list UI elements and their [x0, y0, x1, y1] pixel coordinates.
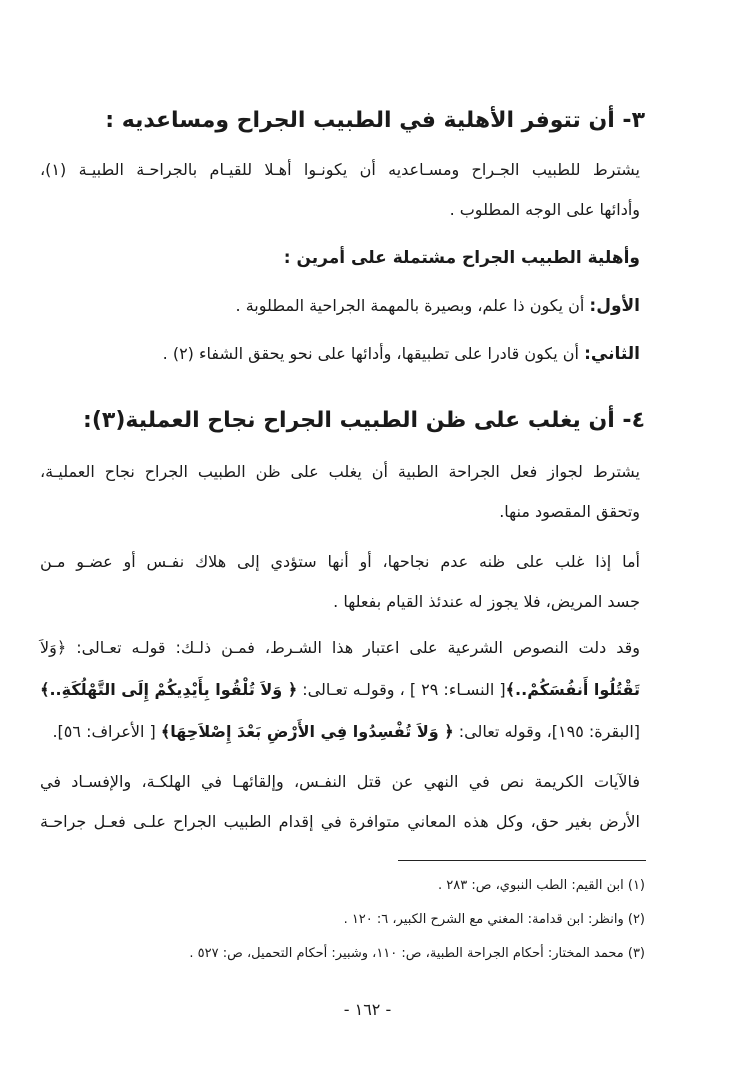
section-3-paragraph-1-line-2: وأدائها على الوجه المطلوب .	[449, 200, 640, 219]
second-condition	[163, 344, 640, 364]
section-4-paragraph-2-line-1: أما إذا غلب على ظنه عدم نجاحها، أو أنها ستؤدي إلى هلاك نفـس أو عضـو مـن	[40, 552, 640, 571]
section-4-paragraph-4-line-1: فالآيات الكريمة نص في النهي عن قتل النفـس، وإلقائهـا في الهلكـة، والإفسـاد في	[40, 772, 640, 791]
section-4-paragraph-3-line-3	[52, 722, 640, 741]
footnote-1: (١) ابن القيم: الطب النبوي، ص: ٢٨٣ .	[438, 878, 645, 893]
section-4-paragraph-2-line-2: جسد المريض، فلا يجوز له عندئذ القيام بفعلها .	[333, 592, 640, 611]
quran-verse-araf: ﴿ وَلاَ تُفْسِدُوا فِي الأَرْضِ بَعْدَ إِصْلاَحِهَا﴾	[160, 722, 454, 741]
section-3-heading: ٣- أن تتوفر الأهلية في الطبيب الجراح ومساعديه :	[105, 108, 645, 133]
section-4-paragraph-3-line-1: وقد دلت النصوص الشرعية على اعتبار هذا الشـرط، فمـن ذلـك: قولـه تعـالى: ﴿وَلاَ	[40, 638, 640, 657]
section-4-heading: ٤- أن يغلب على ظن الطبيب الجراح نجاح العملية(٣):	[83, 408, 645, 433]
second-condition-label: الثاني:	[584, 344, 640, 364]
verse-reference-text: [ النسـاء: ٢٩ ] ، وقولـه تعـالى:	[297, 680, 506, 699]
section-4-paragraph-3-line-2	[40, 680, 640, 699]
page-number: - ١٦٢ -	[343, 1000, 392, 1019]
second-condition-text: أن يكون قادرا على تطبيقها، وأدائها على نحو يحقق الشفاء (٢) .	[162, 344, 585, 363]
verse-reference-araf: [ الأعراف: ٥٦].	[52, 722, 161, 741]
section-4-paragraph-1-line-2: وتحقق المقصود منها.	[499, 502, 640, 521]
section-3-paragraph-2: وأهلية الطبيب الجراح مشتملة على أمرين :	[283, 248, 640, 268]
footnote-3: (٣) محمد المختار: أحكام الجراحة الطبية، ص: ١١٠، وشبير: أحكام التحميل، ص: ٥٢٧ .	[189, 946, 645, 961]
quran-verse-baqara: ﴿ وَلاَ تُلْقُوا بِأَيْدِيكُمْ إِلَى التَّهْلُكَةِ..﴾	[40, 680, 298, 699]
section-4-paragraph-1-line-1: يشترط لجواز فعل الجراحة الطبية أن يغلب على ظن الطبيب الجراح نجاح العمليـة،	[40, 462, 640, 481]
quran-verse-nisa: تَقْتُلُوا أَنفُسَكُمْ..﴾	[505, 680, 640, 699]
first-condition	[236, 296, 640, 316]
first-condition-text: أن يكون ذا علم، وبصيرة بالمهمة الجراحية المطلوبة .	[235, 296, 590, 315]
footnote-separator	[398, 860, 646, 861]
verse-reference-baqara: [البقرة: ١٩٥]، وقوله تعالى:	[453, 722, 640, 741]
section-4-paragraph-4-line-2: الأرض بغير حق، وكل هذه المعاني متوافرة في إقدام الطبيب الجراح علـى فعـل جراحـة	[40, 812, 640, 831]
first-condition-label: الأول:	[589, 296, 640, 316]
footnote-2: (٢) وانظر: ابن قدامة: المغني مع الشرح الكبير، ٦: ١٢٠ .	[343, 912, 645, 927]
section-3-paragraph-1-line-1: يشترط للطبيب الجـراح ومسـاعديه أن يكونـوا أهـلا للقيـام بالجراحـة الطبيـة (١)،	[40, 160, 640, 179]
